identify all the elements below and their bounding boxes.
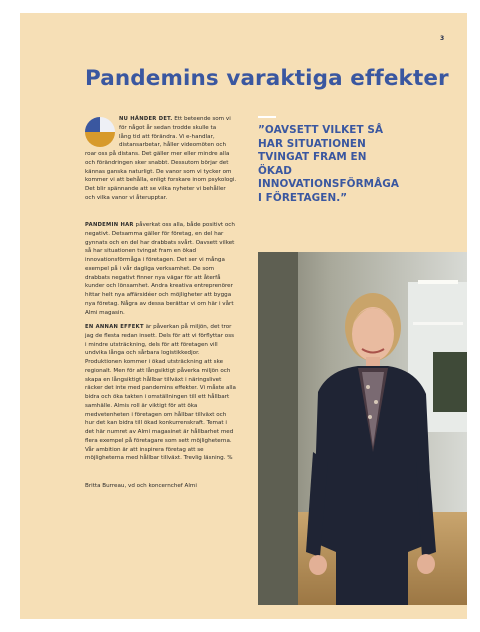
page-title: Pandemins varaktiga effekter [85, 66, 449, 91]
intro-line-1: Ett beteende som vi [172, 116, 231, 122]
intro-line-4: distansarbetar, håller videomöten och [119, 142, 227, 149]
intro-paragraph [85, 115, 237, 203]
para2-lead: PANDEMIN HAR [85, 222, 134, 228]
quote-divider [258, 116, 276, 118]
para3-lead: EN ANNAN EFFEKT [85, 324, 144, 330]
intro-line-2: för något år sedan trodde skulle ta [119, 124, 217, 131]
para3-text: är påverkan på miljön, det tror jag de flesta redan insett. Dels för att vi förflyttar oss i mindre utsträckning, dels för att företagen vill undvika långa och sårbara logistikkedjor. Produktionen kommer i ökad utsträckning att ske regionalt. Men för att långsiktigt påverka miljön och skapa en långsiktigt hållbar tillväxt i näringslivet räcker det inte med pandemins effekter. Vi måste alla bidra och öka takten i omställningen till ett hållbart samhälle. Almis roll är viktigt för att öka medvetenheten i företagen om hållbar tillväxt och hur det kan bidra till ökad konkurrenskraft. Temat i det här numret av Almi magasinet är hållbarhet med flera exempel på företagare som sett möjligheterna. Vår ambition är att inspirera företag att se möjligheterna med hållbar tillväxt. Trevlig läsning. % [85, 324, 236, 462]
signature: Britta Burreau, vd och koncernchef Almi [85, 483, 197, 489]
portrait-photo [258, 252, 467, 605]
intro-rest: roar oss på distans. Det gäller mer eller mindre alla och förändringen sker snabbt. Dessutom börjar det kännas ganska naturligt. De vanor som vi tycker om kommer vi att behålla, enligt forskare inom psykologi. Det blir spännande att se vilka nyheter vi behåller och vilka vanor vi återupptar. [85, 151, 237, 201]
page-number: 3 [440, 35, 445, 42]
intro-lead: NU HÄNDER DET. [119, 116, 173, 122]
body-paragraph-3 [85, 323, 237, 463]
body-paragraph-2 [85, 221, 237, 317]
pull-quote: ”OAVSETT VILKET SÅ HAR SITUATIONEN TVINGAT FRAM EN ÖKAD INNOVATIONSFÖRMÅGA I FÖRETAGEN.” [258, 124, 400, 204]
para2-text: påverkat oss alla, både positivt och negativt. Detsamma gäller för företag, en del har gynnats och en del har drabbats svårt. Oavsett vilket så har situationen tvingat fram en ökad innovationsförmåga i företagen. Det ser vi många exempel på i vår dagliga verksamhet. De som drabbats negativt finner nya vägar för att återfå kunder och lönsamhet. Andra kreativa entreprenörer hittar helt nya affärsidéer och möjligheter att bygga nya företag. Några av dessa berättar vi om här i vårt Almi magasin. [85, 222, 235, 316]
intro-line-3: lång tid att förändra. Vi e-handlar, [119, 133, 215, 140]
